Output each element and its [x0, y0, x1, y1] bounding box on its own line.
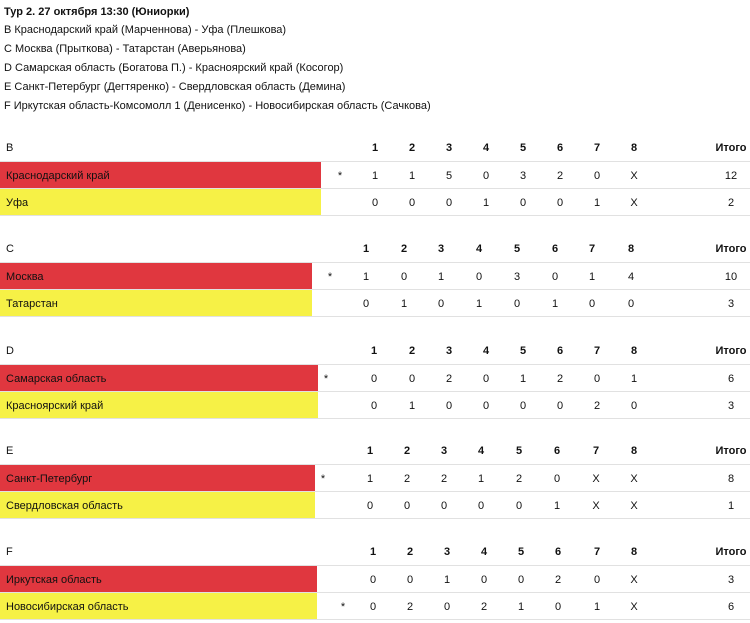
end-score: 0: [475, 270, 483, 283]
match-line-e: E Санкт-Петербург (Дегтяренко) - Свердловская область (Демина): [4, 81, 346, 93]
end-score: 1: [437, 270, 445, 283]
end-score: 0: [480, 573, 488, 586]
end-score: 0: [553, 472, 561, 485]
end-column-header: 5: [513, 243, 521, 255]
schedule-header: [4, 4, 744, 116]
end-column-header: 3: [437, 243, 445, 255]
row-divider: [0, 518, 750, 519]
end-score: 2: [593, 399, 601, 412]
team-name: Татарстан: [0, 290, 312, 317]
team-name: Москва: [0, 263, 312, 290]
end-score: 0: [406, 573, 414, 586]
score-table-header: [0, 437, 750, 465]
row-divider: [0, 316, 750, 317]
score-table-b: [0, 134, 750, 216]
match-line-f: F Иркутская область-Комсомолл 1 (Денисенко) - Новосибирская область (Сачкова): [4, 100, 431, 112]
end-score: 0: [593, 169, 601, 182]
match-line-d: D Самарская область (Богатова П.) - Красноярский край (Косогор): [4, 62, 344, 74]
end-score: 0: [370, 399, 378, 412]
team-name: Уфа: [0, 189, 321, 216]
end-column-header: 7: [593, 546, 601, 558]
end-score: 0: [515, 499, 523, 512]
end-score: 0: [482, 399, 490, 412]
end-column-header: 1: [370, 345, 378, 357]
team-row: [0, 189, 750, 216]
team-name: Санкт-Петербург: [0, 465, 315, 492]
total-column-header: Итого: [715, 345, 747, 357]
end-score: 3: [513, 270, 521, 283]
end-column-header: 2: [408, 345, 416, 357]
score-table-c: [0, 235, 750, 317]
end-column-header: 8: [630, 546, 638, 558]
end-score: 1: [400, 297, 408, 310]
end-score: 0: [370, 372, 378, 385]
hammer-marker: [335, 566, 351, 593]
end-column-header: 2: [408, 142, 416, 154]
end-score: 0: [440, 499, 448, 512]
end-score: 4: [627, 270, 635, 283]
team-name: Красноярский край: [0, 392, 318, 419]
end-score: 0: [443, 600, 451, 613]
end-score: 0: [403, 499, 411, 512]
end-score: X: [630, 499, 638, 512]
hammer-marker: *: [327, 270, 333, 283]
end-score: 0: [627, 297, 635, 310]
end-column-header: 1: [366, 445, 374, 457]
team-row: [0, 290, 750, 317]
end-score: 1: [553, 499, 561, 512]
team-row: [0, 566, 750, 593]
end-score: X: [630, 573, 638, 586]
end-column-header: 7: [588, 243, 596, 255]
team-name: Самарская область: [0, 365, 318, 392]
end-score: 1: [482, 196, 490, 209]
end-column-header: 4: [480, 546, 488, 558]
total-column-header: Итого: [715, 142, 747, 154]
score-table-d: [0, 337, 750, 419]
team-row: [0, 365, 750, 392]
end-column-header: 3: [443, 546, 451, 558]
team-name: Свердловская область: [0, 492, 315, 519]
end-score: 0: [445, 399, 453, 412]
team-row: [0, 392, 750, 419]
end-column-header: 8: [630, 445, 638, 457]
end-column-header: 5: [519, 345, 527, 357]
score-table-header: [0, 337, 750, 365]
score-table-header: [0, 235, 750, 263]
end-column-header: 8: [627, 243, 635, 255]
end-column-header: 4: [482, 142, 490, 154]
end-column-header: 6: [554, 546, 562, 558]
end-column-header: 4: [477, 445, 485, 457]
end-score: 2: [445, 372, 453, 385]
end-score: 0: [408, 196, 416, 209]
end-score: 1: [408, 169, 416, 182]
team-row: [0, 492, 750, 519]
end-column-header: 1: [362, 243, 370, 255]
end-score: 0: [630, 399, 638, 412]
end-column-header: 8: [630, 345, 638, 357]
team-total: 2: [727, 196, 735, 209]
end-score: 0: [513, 297, 521, 310]
row-divider: [0, 418, 750, 419]
end-score: 2: [556, 372, 564, 385]
team-name: Новосибирская область: [0, 593, 317, 620]
end-score: 0: [593, 372, 601, 385]
end-column-header: 2: [406, 546, 414, 558]
end-column-header: 5: [519, 142, 527, 154]
end-score: 2: [554, 573, 562, 586]
end-score: 1: [477, 472, 485, 485]
row-divider: [0, 619, 750, 620]
end-column-header: 5: [515, 445, 523, 457]
end-score: 2: [515, 472, 523, 485]
end-score: 0: [437, 297, 445, 310]
match-line-b: B Краснодарский край (Марченнова) - Уфа (Плешкова): [4, 24, 287, 36]
group-label: C: [6, 243, 14, 255]
end-score: 0: [369, 600, 377, 613]
team-total: 12: [724, 169, 738, 182]
end-column-header: 4: [482, 345, 490, 357]
end-score: 0: [519, 399, 527, 412]
hammer-marker: [332, 189, 348, 216]
end-score: 0: [556, 399, 564, 412]
end-score: 0: [556, 196, 564, 209]
hammer-marker: [318, 392, 334, 419]
hammer-marker: *: [337, 169, 343, 182]
end-score: 1: [593, 196, 601, 209]
end-score: 0: [371, 196, 379, 209]
end-score: 0: [366, 499, 374, 512]
end-score: X: [592, 499, 600, 512]
end-score: 1: [517, 600, 525, 613]
end-score: 0: [400, 270, 408, 283]
team-total: 3: [727, 399, 735, 412]
end-score: 1: [371, 169, 379, 182]
group-label: B: [6, 142, 14, 154]
end-score: 2: [406, 600, 414, 613]
end-column-header: 3: [445, 345, 453, 357]
end-score: 3: [519, 169, 527, 182]
end-score: X: [630, 600, 638, 613]
score-table-e: [0, 437, 750, 519]
end-column-header: 7: [593, 345, 601, 357]
end-score: 1: [593, 600, 601, 613]
end-column-header: 6: [556, 345, 564, 357]
score-table-f: [0, 538, 750, 620]
end-column-header: 1: [371, 142, 379, 154]
end-column-header: 3: [445, 142, 453, 154]
team-row: [0, 162, 750, 189]
end-score: 2: [480, 600, 488, 613]
end-score: X: [592, 472, 600, 485]
end-score: 1: [588, 270, 596, 283]
end-score: 1: [366, 472, 374, 485]
end-column-header: 5: [517, 546, 525, 558]
end-score: 1: [408, 399, 416, 412]
group-label: F: [6, 546, 13, 558]
team-total: 6: [727, 600, 735, 613]
end-score: 0: [517, 573, 525, 586]
end-score: 0: [519, 196, 527, 209]
round-title: Тур 2. 27 октября 13:30 (Юниорки): [4, 6, 190, 18]
end-score: 0: [482, 372, 490, 385]
end-score: 0: [445, 196, 453, 209]
end-column-header: 6: [551, 243, 559, 255]
end-score: 0: [362, 297, 370, 310]
end-score: 0: [554, 600, 562, 613]
end-column-header: 2: [400, 243, 408, 255]
team-row: [0, 593, 750, 620]
team-total: 10: [724, 270, 738, 283]
total-column-header: Итого: [715, 243, 747, 255]
score-table-header: [0, 538, 750, 566]
end-score: 0: [593, 573, 601, 586]
total-column-header: Итого: [715, 445, 747, 457]
end-score: 0: [551, 270, 559, 283]
team-total: 3: [727, 573, 735, 586]
team-total: 6: [727, 372, 735, 385]
end-score: X: [630, 196, 638, 209]
end-score: 1: [551, 297, 559, 310]
end-score: 0: [588, 297, 596, 310]
end-column-header: 1: [369, 546, 377, 558]
end-column-header: 6: [553, 445, 561, 457]
end-score: 0: [369, 573, 377, 586]
end-score: 2: [403, 472, 411, 485]
end-score: 0: [408, 372, 416, 385]
hammer-marker: *: [320, 472, 326, 485]
hammer-marker: [315, 492, 331, 519]
end-column-header: 4: [475, 243, 483, 255]
end-column-header: 6: [556, 142, 564, 154]
match-line-c: C Москва (Прыткова) - Татарстан (Аверьянова): [4, 43, 246, 55]
team-name: Иркутская область: [0, 566, 317, 593]
team-total: 1: [727, 499, 735, 512]
hammer-marker: *: [340, 600, 346, 613]
end-column-header: 7: [593, 142, 601, 154]
end-score: 1: [630, 372, 638, 385]
group-label: E: [6, 445, 14, 457]
end-score: 5: [445, 169, 453, 182]
end-score: X: [630, 472, 638, 485]
team-row: [0, 465, 750, 492]
score-table-header: [0, 134, 750, 162]
end-score: X: [630, 169, 638, 182]
team-row: [0, 263, 750, 290]
team-total: 3: [727, 297, 735, 310]
end-score: 1: [519, 372, 527, 385]
team-total: 8: [727, 472, 735, 485]
hammer-marker: *: [323, 372, 329, 385]
end-score: 1: [362, 270, 370, 283]
row-divider: [0, 215, 750, 216]
group-label: D: [6, 345, 14, 357]
hammer-marker: [322, 290, 338, 317]
end-column-header: 3: [440, 445, 448, 457]
end-score: 2: [556, 169, 564, 182]
end-score: 1: [475, 297, 483, 310]
end-score: 0: [477, 499, 485, 512]
end-score: 2: [440, 472, 448, 485]
end-column-header: 8: [630, 142, 638, 154]
end-score: 1: [443, 573, 451, 586]
end-score: 0: [482, 169, 490, 182]
end-column-header: 2: [403, 445, 411, 457]
end-column-header: 7: [592, 445, 600, 457]
team-name: Краснодарский край: [0, 162, 321, 189]
total-column-header: Итого: [715, 546, 747, 558]
